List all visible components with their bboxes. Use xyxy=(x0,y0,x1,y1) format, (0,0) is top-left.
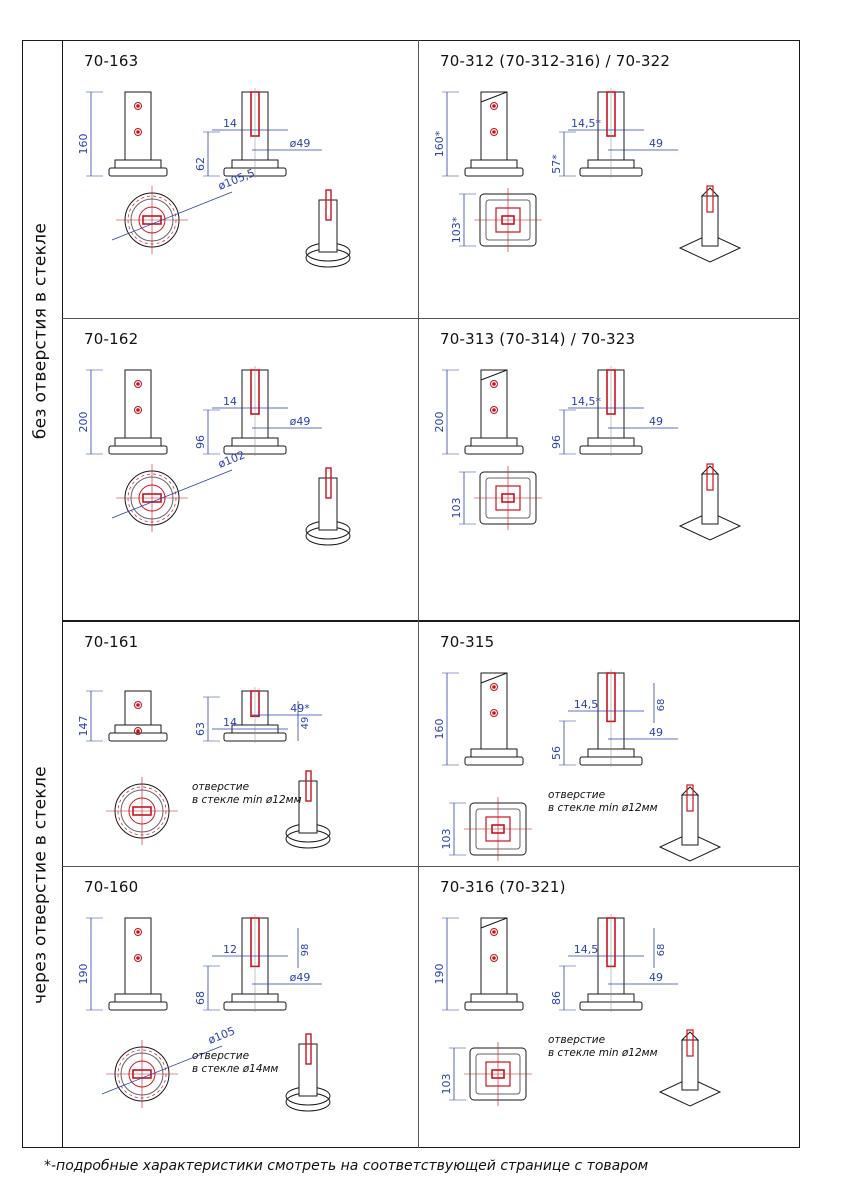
model-number: 70-316 (70-321) xyxy=(440,878,566,896)
section-view xyxy=(224,88,286,178)
height-dimension xyxy=(433,370,459,454)
plan-view xyxy=(116,186,188,254)
plan-view xyxy=(106,777,178,845)
diameter-dimension xyxy=(608,971,678,984)
base-height-dimension xyxy=(194,966,220,1010)
product-cell-6 xyxy=(418,621,800,866)
product-cell-8 xyxy=(418,866,800,1148)
glass-thickness-dimension xyxy=(568,117,644,130)
hole-note-line-2: в стекле min ø12мм xyxy=(192,794,302,806)
plan-view xyxy=(474,466,542,530)
svg-text:160*: 160* xyxy=(433,130,446,158)
glass-thickness-dimension xyxy=(568,395,644,408)
svg-text:62: 62 xyxy=(194,157,207,171)
product-cell-1 xyxy=(62,40,418,318)
front-view xyxy=(465,673,523,765)
height-dimension xyxy=(433,918,459,1010)
model-number: 70-162 xyxy=(84,330,139,348)
height-dimension xyxy=(77,691,103,741)
model-number: 70-160 xyxy=(84,878,139,896)
height-dimension xyxy=(433,92,459,176)
svg-text:ø105,5: ø105,5 xyxy=(216,166,257,193)
glass-thickness-dimension xyxy=(568,943,644,956)
svg-text:14: 14 xyxy=(223,117,237,130)
3d-illustration xyxy=(660,785,720,861)
svg-text:86: 86 xyxy=(550,991,563,1005)
plate-size-dimension xyxy=(450,194,476,246)
svg-text:96: 96 xyxy=(550,435,563,449)
3d-illustration xyxy=(660,1030,720,1106)
diameter-dimension xyxy=(608,726,678,739)
3d-illustration xyxy=(286,1034,330,1111)
svg-text:49: 49 xyxy=(649,971,663,984)
svg-text:103: 103 xyxy=(450,497,463,519)
svg-text:49: 49 xyxy=(649,726,663,739)
front-view xyxy=(109,92,167,176)
model-number: 70-312 (70-312-316) / 70-322 xyxy=(440,52,671,70)
plan-view xyxy=(116,464,188,532)
svg-text:190: 190 xyxy=(433,963,446,985)
diameter-dimension xyxy=(252,971,322,984)
height-dimension xyxy=(77,92,103,176)
extra-dimension xyxy=(298,928,311,968)
technical-drawing xyxy=(62,40,418,318)
section-view xyxy=(224,914,286,1012)
svg-text:14,5: 14,5 xyxy=(573,943,599,956)
technical-drawing xyxy=(418,621,800,866)
svg-text:12: 12 xyxy=(223,943,237,956)
svg-text:63: 63 xyxy=(194,722,207,736)
hole-note-line-1: отверстие xyxy=(548,1034,606,1046)
plate-size-dimension xyxy=(440,1048,466,1100)
hole-note-line-2: в стекле min ø12мм xyxy=(548,1047,658,1059)
svg-text:14,5*: 14,5* xyxy=(571,117,601,130)
svg-text:147: 147 xyxy=(77,715,90,737)
plan-view xyxy=(106,1040,178,1108)
svg-text:200: 200 xyxy=(77,411,90,433)
plan-view xyxy=(464,797,532,861)
technical-drawing xyxy=(62,621,418,866)
svg-text:56: 56 xyxy=(550,746,563,760)
svg-text:14,5: 14,5 xyxy=(573,698,599,711)
plan-view xyxy=(474,188,542,252)
plate-diameter-dimension xyxy=(112,448,247,518)
technical-drawing xyxy=(418,866,800,1148)
diameter-dimension xyxy=(608,415,678,428)
technical-drawing xyxy=(62,318,418,621)
3d-illustration xyxy=(306,468,350,545)
section-view xyxy=(580,366,642,456)
plan-view xyxy=(464,1042,532,1106)
svg-text:ø102: ø102 xyxy=(216,448,247,471)
svg-text:160: 160 xyxy=(433,718,446,740)
svg-text:49: 49 xyxy=(649,415,663,428)
base-height-dimension xyxy=(550,721,576,765)
base-height-dimension xyxy=(550,966,576,1010)
hole-note xyxy=(548,1034,658,1060)
hole-note xyxy=(192,781,302,807)
glass-thickness-dimension xyxy=(212,716,288,729)
3d-illustration xyxy=(306,190,350,267)
front-view xyxy=(109,370,167,454)
svg-text:ø49: ø49 xyxy=(289,415,311,428)
hole-note-line-1: отверстие xyxy=(548,789,606,801)
svg-text:14: 14 xyxy=(223,716,237,729)
svg-text:98: 98 xyxy=(300,943,311,957)
svg-text:96: 96 xyxy=(194,435,207,449)
svg-text:49: 49 xyxy=(300,716,311,730)
svg-text:ø49: ø49 xyxy=(289,971,311,984)
base-height-dimension xyxy=(194,132,220,176)
product-cell-3 xyxy=(62,318,418,621)
model-number: 70-313 (70-314) / 70-323 xyxy=(440,330,636,348)
product-cell-5 xyxy=(62,621,418,866)
technical-drawing xyxy=(62,866,418,1148)
hole-note xyxy=(192,1050,278,1076)
svg-text:190: 190 xyxy=(77,963,90,985)
svg-text:160: 160 xyxy=(77,133,90,155)
3d-illustration xyxy=(680,186,740,262)
svg-text:103: 103 xyxy=(440,828,453,850)
svg-text:103*: 103* xyxy=(450,216,463,244)
plate-size-dimension xyxy=(450,472,476,524)
base-height-dimension xyxy=(194,410,220,454)
glass-thickness-dimension xyxy=(212,395,288,408)
front-view xyxy=(109,918,167,1010)
model-number: 70-161 xyxy=(84,633,139,651)
diameter-dimension xyxy=(252,702,322,715)
svg-text:68: 68 xyxy=(194,991,207,1005)
svg-text:14,5*: 14,5* xyxy=(571,395,601,408)
plate-size-dimension xyxy=(440,803,466,855)
section-view xyxy=(224,366,286,456)
svg-text:103: 103 xyxy=(440,1073,453,1095)
hole-note-line-1: отверстие xyxy=(192,781,250,793)
plate-diameter-dimension xyxy=(112,166,257,240)
glass-thickness-dimension xyxy=(212,943,288,956)
svg-text:14: 14 xyxy=(223,395,237,408)
height-dimension xyxy=(433,673,459,765)
diameter-dimension xyxy=(252,137,322,150)
svg-text:68: 68 xyxy=(656,698,667,712)
hole-note xyxy=(548,789,658,815)
base-height-dimension xyxy=(550,132,576,176)
technical-drawing xyxy=(418,318,800,621)
svg-text:68: 68 xyxy=(656,943,667,957)
base-height-dimension xyxy=(550,410,576,454)
section-view xyxy=(580,914,642,1012)
product-cell-7 xyxy=(62,866,418,1148)
front-view xyxy=(465,370,523,454)
svg-text:200: 200 xyxy=(433,411,446,433)
glass-thickness-dimension xyxy=(212,117,288,130)
svg-text:ø105: ø105 xyxy=(206,1024,237,1047)
section-label-through-hole: через отверстие в стекле xyxy=(30,765,50,1004)
product-cell-2 xyxy=(418,40,800,318)
svg-text:49*: 49* xyxy=(290,702,310,715)
section-view xyxy=(580,88,642,178)
extra-dimension xyxy=(654,928,667,968)
hole-note-line-2: в стекле ø14мм xyxy=(192,1063,279,1075)
model-number: 70-163 xyxy=(84,52,139,70)
front-view xyxy=(109,691,167,741)
svg-text:57*: 57* xyxy=(550,154,563,174)
hole-note-line-1: отверстие xyxy=(192,1050,250,1062)
svg-text:ø49: ø49 xyxy=(289,137,311,150)
svg-text:49: 49 xyxy=(649,137,663,150)
front-view xyxy=(465,918,523,1010)
front-view xyxy=(465,92,523,176)
extra-dimension xyxy=(654,683,667,723)
technical-drawing xyxy=(418,40,800,318)
footnote: *-подробные характеристики смотреть на соответствующей странице с товаром xyxy=(44,1158,649,1174)
height-dimension xyxy=(77,370,103,454)
diameter-dimension xyxy=(252,415,322,428)
section-label-no-hole: без отверстия в стекле xyxy=(30,222,50,439)
base-height-dimension xyxy=(194,697,220,741)
hole-note-line-2: в стекле min ø12мм xyxy=(548,802,658,814)
glass-thickness-dimension xyxy=(568,698,644,711)
3d-illustration xyxy=(680,464,740,540)
height-dimension xyxy=(77,918,103,1010)
model-number: 70-315 xyxy=(440,633,495,651)
diameter-dimension xyxy=(608,137,678,150)
section-view xyxy=(580,669,642,767)
product-cell-4 xyxy=(418,318,800,621)
